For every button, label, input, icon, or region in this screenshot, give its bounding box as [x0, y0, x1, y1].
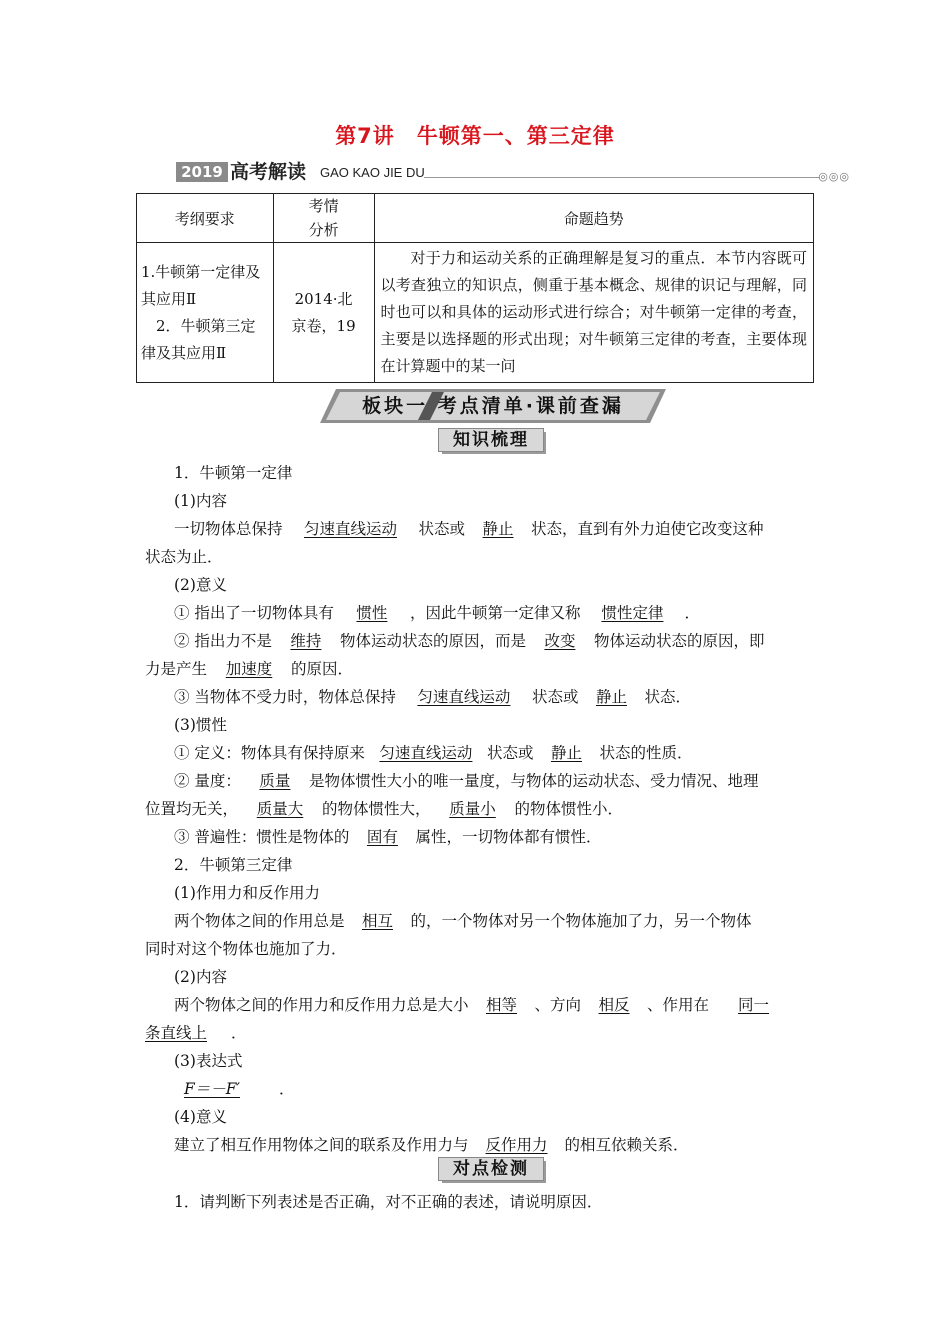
answer-blank: 质量大 — [256, 800, 304, 818]
answer-blank: F＝－F′ — [183, 1080, 241, 1098]
answer-blank: 维持 — [290, 632, 322, 650]
practice-check-heading: 对点检测 — [438, 1157, 546, 1183]
gaokao-header — [176, 160, 850, 184]
knowledge-content: 1．牛顿第一定律 (1)内容 一切物体总保持 匀速直线运动 状态或 静止 状态，直到有外力迫使它改变这种 状态为止． (2)意义 ① 指出了一切物体具有 惯性 ，因此牛顿第一定律又称 惯性定律 ． ② 指出力不是 维持 物体运动状态的原因，而是 改变 物体运动状态的原因，即 力是产生 加速度 的原因． ③ 当物体不受力时，物体总保持 匀速直线运动 状态或 静止 状态． (3)惯性 ① 定义：物体具有保持原来 匀速直线运动 状态或 静止 状态的性质． ② 量度： 质量 是物体惯性大小的唯一量度，与物体的运动状态、受力情况、地理 位置均无关， 质量大 的物体惯性大， 质量小 的物体惯性小． ③ 普遍性：惯性是物体的 固有 属性，一切物体都有惯性． 2．牛顿第三定律 (1)作用力和反作用力 两个物体之间的作用总是 相互 的，一个物体对另一个物体施加了力，另一个物体 同时对这个物体也施加了力． (2)内容 两个物体之间的作用力和反作用力总是大小 相等 、方向 相反 、作用在 同一 条直线上 ． (3)表达式 F＝－F′ ． (4)意义 建立了相互作用物体之间的联系及作用力与 反作用力 的相互依赖关系． — [145, 459, 809, 1159]
answer-blank: 静止 — [482, 520, 514, 538]
requirement-item: 2．牛顿第三定律及其应用Ⅱ — [141, 316, 256, 362]
gaokao-rule — [424, 177, 820, 178]
gaokao-label-en: GAO KAO JIE DU — [320, 165, 425, 180]
cell-analysis: 2014·北京卷，19 — [273, 243, 374, 383]
page-title: 第7讲 牛顿第一、第三定律 — [335, 124, 615, 148]
cell-requirements — [137, 243, 274, 383]
answer-blank: 加速度 — [225, 660, 273, 678]
dots-icon: ◎◎◎ — [818, 170, 850, 183]
answer-blank: 惯性 — [356, 604, 388, 622]
answer-blank: 相反 — [598, 996, 630, 1014]
answer-blank: 静止 — [550, 744, 582, 762]
header-trend: 命题趋势 — [374, 194, 813, 243]
practice-content — [145, 1188, 809, 1216]
answer-blank: 质量 — [259, 772, 291, 790]
header-analysis: 考情分析 — [273, 194, 374, 243]
table-header-row — [137, 194, 814, 243]
gaokao-label-cn: 高考解读 — [230, 161, 307, 183]
question-1: 1．请判断下列表述是否正确，对不正确的表述，请说明原因． — [174, 1193, 603, 1211]
header-requirement: 考纲要求 — [137, 194, 274, 243]
answer-blank: 固有 — [366, 828, 398, 846]
answer-blank: 改变 — [544, 632, 576, 650]
answer-blank: 反作用力 — [485, 1136, 548, 1154]
knowledge-review-heading: 知识梳理 — [438, 428, 546, 454]
answer-blank: 同一 — [738, 996, 770, 1014]
answer-blank: 匀速直线运动 — [304, 520, 398, 538]
answer-blank: 相等 — [486, 996, 518, 1014]
answer-blank: 匀速直线运动 — [417, 688, 511, 706]
exam-requirements-table — [136, 193, 814, 383]
answer-blank: 惯性定律 — [601, 604, 664, 622]
requirement-item: 1.牛顿第一定律及其应用Ⅱ — [141, 262, 261, 308]
answer-blank: 静止 — [595, 688, 627, 706]
answer-blank: 质量小 — [449, 800, 496, 818]
table-row — [137, 243, 814, 383]
answer-blank: 匀速直线运动 — [379, 744, 473, 762]
answer-blank: 条直线上 — [145, 1024, 208, 1042]
banner-title: 板块一 考点清单·课前查漏 — [362, 395, 624, 417]
answer-blank: 相互 — [362, 912, 394, 930]
section-banner — [320, 389, 666, 423]
cell-trend: 对于力和运动关系的正确理解是复习的重点．本节内容既可以考查独立的知识点，侧重于基本概念、规律的识记与理解，同时也可以和具体的运动形式进行综合；对牛顿第一定律的考查，主要是以选择题的形式出现；对牛顿第三定律的考查，主要体现在计算题中的某一问 — [374, 243, 813, 383]
gaokao-year: 2019 — [176, 162, 228, 182]
